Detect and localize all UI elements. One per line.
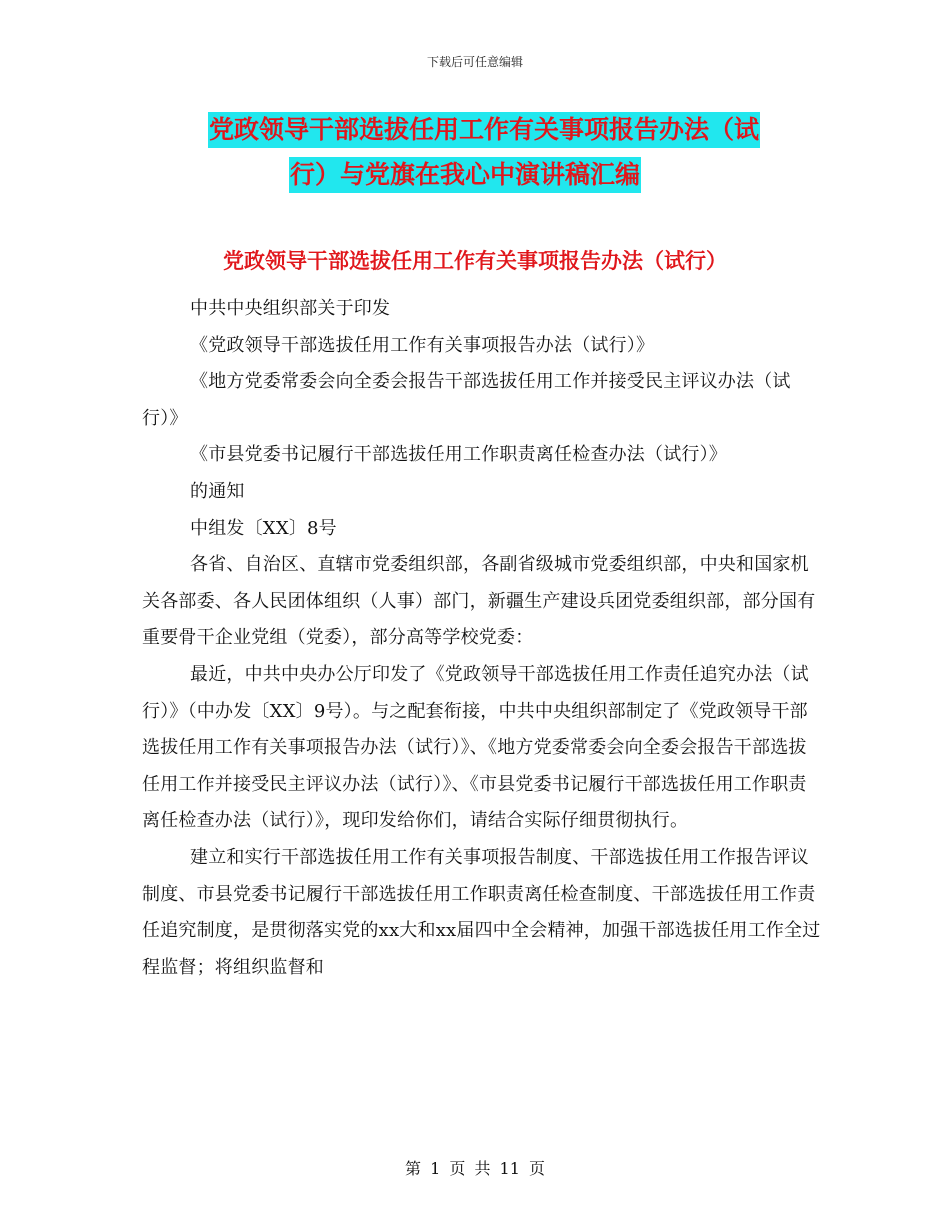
document-title-line-2: 行）与党旗在我心中演讲稿汇编 [289,157,641,193]
paragraph-recipients: 各省、自治区、直辖市党委组织部，各副省级城市党委组织部，中央和国家机关各部委、各人民团体组织（人事）部门，新疆生产建设兵团党委组织部，部分国有重要骨干企业党组（党委），部分高等学校党委： [142,554,816,649]
paragraph-doc-title-2: 《地方党委常委会向全委会报告干部选拔任用工作并接受民主评议办法（试行）》 [142,371,791,429]
paragraph-notice-from: 中共中央组织部关于印发 [190,298,391,319]
paragraph-notice: 的通知 [190,480,245,502]
document-title-line-1: 党政领导干部选拔任用工作有关事项报告办法（试 [208,112,760,148]
section-title: 党政领导干部选拔任用工作有关事项报告办法（试行） [223,249,727,273]
paragraph-doc-title-1: 《党政领导干部选拔任用工作有关事项报告办法（试行）》 [190,334,655,356]
page-number-footer: 第 1 页 共 11 页 [405,1159,545,1178]
paragraph-body-1: 最近，中共中央办公厅印发了《党政领导干部选拔任用工作责任追究办法（试行）》（中办发〔XX〕9号）。与之配套衔接，中共中央组织部制定了《党政领导干部选拔任用工作有关事项报告办法（试行）》、《地方党委常委会向全委会报告干部选拔任用工作并接受民主评议办法（试行）》、《市县党委书记履行干部选拔任用工作职责离任检查办法（试行）》，现印发给你们，请结合实际仔细贯彻执行。 [142,663,809,832]
paragraph-doc-number: 中组发〔XX〕8号 [190,517,337,539]
paragraph-body-2: 建立和实行干部选拔任用工作有关事项报告制度、干部选拔任用工作报告评议制度、市县党委书记履行干部选拔任用工作职责离任检查制度、干部选拔任用工作责任追究制度，是贯彻落实党的xx大和xx届四中全会精神，加强干部选拔任用工作全过程监督；将组织监督和 [142,846,821,978]
document-body [142,291,822,986]
header-note: 下载后可任意编辑 [426,55,523,69]
paragraph-doc-title-3: 《市县党委书记履行干部选拔任用工作职责离任检查办法（试行）》 [190,444,727,466]
